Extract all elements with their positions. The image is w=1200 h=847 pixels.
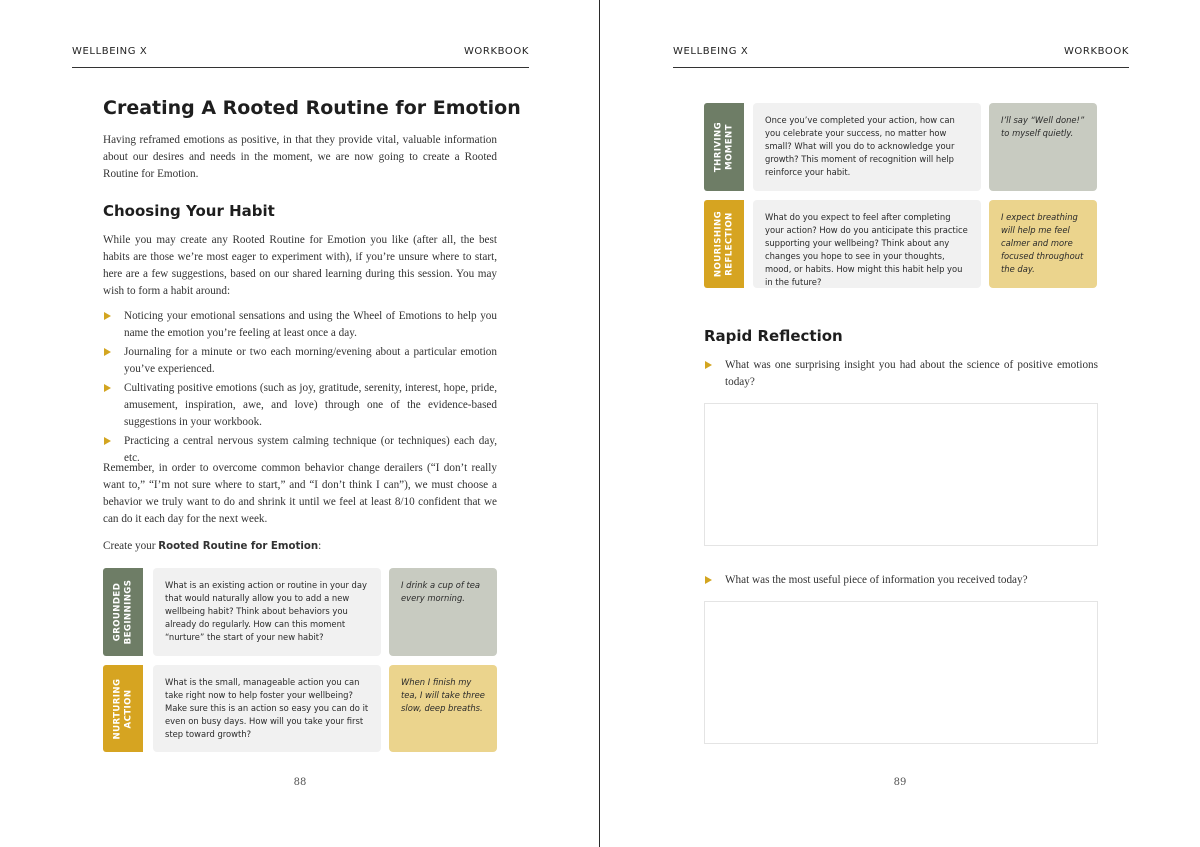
bullet-text: Cultivating positive emotions (such as joy, gratitude, serenity, interest, hope, pride, amusement, inspiration, awe, and love) through one of the evidence-based suggestions in your workbook. <box>124 382 497 428</box>
question-nurturing-action: What is the small, manageable action you can take right now to help foster your wellbeing? Make sure this is an action so easy you can do it even on busy days. How will you take your first step toward growth? <box>153 665 381 752</box>
page-number: 89 <box>893 777 907 788</box>
create-routine-line <box>103 538 497 555</box>
tag-line: GROUNDED <box>112 582 123 642</box>
page-header-right <box>673 46 1129 62</box>
tag-nurturing-action <box>103 665 143 752</box>
question-grounded-beginnings: What is an existing action or routine in your day that would naturally allow you to add a new wellbeing habit? Think about behaviors you already do regularly. How can this moment “nurture” the start of your new habit? <box>153 568 381 656</box>
question-thriving-moment: Once you’ve completed your action, how can you celebrate your success, no matter how small? What will you do to acknowledge your growth? This moment of recognition will help reinforce your habit. <box>753 103 981 191</box>
bullet-item <box>103 380 497 431</box>
triangle-bullet-icon <box>104 348 111 356</box>
tag-line: BEGINNINGS <box>123 579 133 645</box>
create-suffix: : <box>318 540 322 552</box>
rapid-reflection-heading: Rapid Reflection <box>704 327 843 345</box>
prompt-text: What was one surprising insight you had about the science of positive emotions today? <box>725 359 1098 388</box>
page-header-left <box>72 46 529 62</box>
triangle-bullet-icon <box>705 361 712 369</box>
answer-nourishing-reflection[interactable]: I expect breathing will help me feel calmer and more focused throughout the day. <box>989 200 1097 288</box>
tag-grounded-beginnings <box>103 568 143 656</box>
bullet-item <box>103 344 497 378</box>
section-intro-paragraph: While you may create any Rooted Routine for Emotion you like (after all, the best habits are those we’re most eager to experiment with), if you’re unsure where to start, here are a few suggestions, based on our shared learning during this session. You may wish to form a habit around: <box>103 234 497 297</box>
create-prefix: Create your <box>103 540 159 552</box>
header-section: WORKBOOK <box>1063 46 1129 57</box>
header-brand: WELLBEING X <box>72 46 148 57</box>
question-nourishing-reflection: What do you expect to feel after completing your action? How do you anticipate this practice supporting your wellbeing? Think about any changes you hope to see in your thoughts, mood, or habits. How might this habit help you in the future? <box>753 200 981 288</box>
tag-thriving-moment <box>704 103 744 191</box>
tag-line: ACTION <box>123 689 133 728</box>
section-heading: Choosing Your Habit <box>103 202 275 220</box>
tag-line: MOMENT <box>724 124 734 170</box>
reflection-prompt <box>704 572 1098 589</box>
intro-paragraph: Having reframed emotions as positive, in that they provide vital, valuable information about our desires and needs in the moment, we are now going to create a Rooted Routine for Emotion. <box>103 134 497 180</box>
remember-paragraph: Remember, in order to overcome common behavior change derailers (“I don’t really want to,” “I’m not sure where to start,” and “I don’t think I can”), we must choose a behavior we truly want to do and shrink it until we feel at least 8/10 confident that we can do it each day for the next week. <box>103 462 497 525</box>
page-title: Creating A Rooted Routine for Emotion <box>103 97 521 119</box>
header-divider <box>673 67 1129 68</box>
create-routine-name: Rooted Routine for Emotion <box>158 541 319 552</box>
answer-writing-box[interactable] <box>704 403 1098 546</box>
bullet-text: Practicing a central nervous system calming technique (or techniques) each day, etc. <box>124 435 497 464</box>
triangle-bullet-icon <box>104 312 111 320</box>
prompt-text: What was the most useful piece of information you received today? <box>725 574 1028 586</box>
header-divider <box>72 67 529 68</box>
triangle-bullet-icon <box>104 437 111 445</box>
bullet-text: Journaling for a minute or two each morning/evening about a particular emotion you’ve experienced. <box>124 346 497 375</box>
page-number: 88 <box>293 777 307 788</box>
tag-nourishing-reflection <box>704 200 744 288</box>
answer-nurturing-action[interactable]: When I finish my tea, I will take three slow, deep breaths. <box>389 665 497 752</box>
answer-grounded-beginnings[interactable]: I drink a cup of tea every morning. <box>389 568 497 656</box>
tag-line: NOURISHING <box>713 210 724 278</box>
header-brand: WELLBEING X <box>673 46 749 57</box>
bullet-text: Noticing your emotional sensations and using the Wheel of Emotions to help you name the emotion you’re feeling at least once a day. <box>124 310 497 339</box>
bullet-item <box>103 308 497 342</box>
answer-thriving-moment[interactable]: I’ll say “Well done!” to myself quietly. <box>989 103 1097 191</box>
tag-line: NURTURING <box>112 678 123 739</box>
triangle-bullet-icon <box>104 384 111 392</box>
header-section: WORKBOOK <box>463 46 529 57</box>
answer-writing-box[interactable] <box>704 601 1098 744</box>
tag-line: REFLECTION <box>724 212 734 276</box>
tag-line: THRIVING <box>713 121 724 173</box>
triangle-bullet-icon <box>705 576 712 584</box>
reflection-prompt <box>704 357 1098 391</box>
